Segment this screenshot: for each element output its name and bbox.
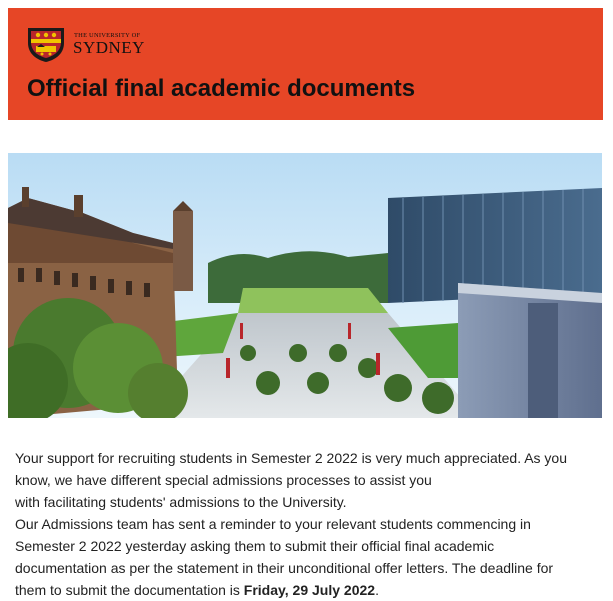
paragraph-support <box>15 447 599 513</box>
campus-photo-illustration <box>8 153 602 418</box>
text-line: Our Admissions team has sent a reminder to your relevant students commencing in <box>15 516 531 532</box>
deadline-date: Friday, 29 July 2022 <box>243 582 376 598</box>
text-line: Semester 2 2022 yesterday asking them to submit their official final academic <box>15 538 495 554</box>
text-line: Your support for recruiting students in Semester 2 2022 is very much appreciated. As you <box>15 450 568 466</box>
university-logo[interactable] <box>26 27 161 63</box>
campus-photo <box>8 153 602 418</box>
header-banner <box>8 8 603 120</box>
page-title: Official final academic documents <box>27 75 416 102</box>
text-line: with facilitating students' admissions to the University. <box>15 494 347 510</box>
text-line: documentation as per the statement in their unconditional offer letters. The deadline for <box>15 560 554 576</box>
deadline-lead-text: them to submit the documentation is <box>15 582 244 598</box>
text-line: know, we have different special admissions processes to assist you <box>15 472 432 488</box>
university-crest-icon <box>26 27 66 63</box>
text-line <box>15 579 599 601</box>
email-body <box>15 447 599 601</box>
logo-wordmark: SYDNEY <box>73 38 145 57</box>
deadline-end-text: . <box>375 582 379 598</box>
logo-small-text: THE UNIVERSITY OF <box>74 32 141 39</box>
paragraph-reminder <box>15 513 599 601</box>
